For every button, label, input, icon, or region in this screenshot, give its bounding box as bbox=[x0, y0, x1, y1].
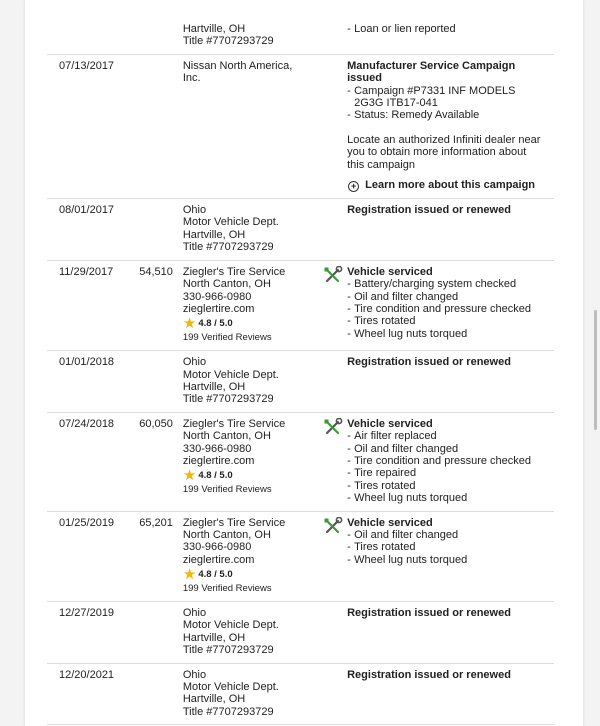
scrollbar[interactable] bbox=[594, 310, 597, 430]
row-date: 12/27/2019 bbox=[47, 602, 124, 664]
event-detail-item: - Battery/charging system checked bbox=[347, 278, 546, 290]
row-details bbox=[347, 663, 554, 725]
row-date: 01/25/2019 bbox=[47, 511, 124, 601]
source-line: Title #7707293729 bbox=[182, 644, 274, 657]
row-source bbox=[183, 412, 313, 511]
learn-more-label: Learn more about this campaign bbox=[365, 179, 536, 192]
row-mileage: 60,050 bbox=[124, 412, 183, 511]
history-row bbox=[47, 412, 554, 511]
event-title: Vehicle serviced bbox=[347, 417, 433, 430]
row-details bbox=[347, 412, 554, 511]
rating bbox=[182, 467, 313, 485]
event-detail-item: - Oil and filter changed bbox=[347, 443, 546, 455]
source-line: Nissan North America, bbox=[182, 59, 293, 72]
row-source bbox=[183, 260, 313, 350]
row-details bbox=[347, 54, 554, 198]
star-icon: ★ bbox=[182, 315, 197, 333]
row-source bbox=[183, 351, 313, 413]
source-line: Ohio bbox=[182, 356, 207, 369]
event-title: Manufacturer Service Campaign issued bbox=[347, 59, 516, 85]
source-line: zieglertire.com bbox=[182, 454, 255, 467]
row-source bbox=[183, 602, 313, 664]
event-detail-item: - Tire repaired bbox=[347, 467, 546, 479]
row-details bbox=[347, 199, 554, 261]
row-mileage bbox=[124, 663, 183, 725]
rating-score: 4.8 / 5.0 bbox=[198, 569, 233, 581]
history-row bbox=[47, 260, 554, 350]
row-date: 08/01/2017 bbox=[47, 199, 124, 261]
source-line: Ohio bbox=[182, 607, 207, 620]
source-line: Hartville, OH bbox=[182, 631, 246, 644]
source-line: Hartville, OH bbox=[182, 228, 246, 241]
row-date: 01/01/2018 bbox=[47, 351, 124, 413]
row-details bbox=[347, 602, 554, 664]
row-details bbox=[347, 351, 554, 413]
event-detail-item: - Wheel lug nuts torqued bbox=[347, 492, 546, 504]
history-row bbox=[47, 351, 554, 413]
source-line: Motor Vehicle Dept. bbox=[182, 681, 279, 694]
event-detail-item: - Wheel lug nuts torqued bbox=[347, 554, 546, 566]
row-mileage: 54,510 bbox=[124, 260, 183, 350]
row-date: 07/24/2018 bbox=[47, 412, 124, 511]
row-mileage: 65,201 bbox=[124, 511, 183, 601]
source-line: Ziegler's Tire Service bbox=[182, 265, 286, 278]
row-icon-cell bbox=[313, 0, 347, 54]
row-mileage bbox=[124, 602, 183, 664]
row-source bbox=[183, 0, 313, 54]
campaign-note: Locate an authorized Infiniti dealer near you to obtain more information about this campaign bbox=[347, 133, 541, 171]
row-source bbox=[183, 199, 313, 261]
source-line: Title #7707293729 bbox=[182, 241, 274, 254]
source-line: Ziegler's Tire Service bbox=[182, 417, 286, 430]
row-date bbox=[47, 0, 124, 54]
history-row bbox=[47, 0, 554, 54]
source-line: zieglertire.com bbox=[182, 302, 255, 315]
source-line: Ohio bbox=[182, 668, 207, 681]
rating-score: 4.8 / 5.0 bbox=[198, 470, 233, 482]
event-detail-item: - Tire condition and pressure checked bbox=[347, 455, 546, 467]
source-line: Motor Vehicle Dept. bbox=[182, 619, 279, 632]
event-detail-item: - Wheel lug nuts torqued bbox=[347, 328, 546, 340]
row-date: 11/29/2017 bbox=[47, 260, 124, 350]
history-row bbox=[47, 199, 554, 261]
row-icon-cell bbox=[313, 351, 347, 413]
verified-reviews-link[interactable]: 199 Verified Reviews bbox=[182, 582, 272, 594]
learn-more-link[interactable] bbox=[347, 179, 546, 192]
event-detail-item: - Campaign #P7331 INF MODELS 2G3G ITB17-041 bbox=[347, 85, 546, 110]
event-title: Vehicle serviced bbox=[347, 265, 433, 278]
row-details bbox=[347, 511, 554, 601]
row-mileage bbox=[124, 199, 183, 261]
event-detail-item: - Tires rotated bbox=[347, 315, 546, 327]
source-line: 330-966-0980 bbox=[182, 541, 252, 554]
history-row bbox=[47, 663, 554, 725]
history-row bbox=[47, 602, 554, 664]
row-details bbox=[347, 0, 554, 54]
history-row bbox=[47, 54, 554, 198]
source-line: Ohio bbox=[182, 204, 207, 217]
rating-score: 4.8 / 5.0 bbox=[198, 318, 233, 330]
row-source bbox=[183, 54, 313, 198]
source-line: Title #7707293729 bbox=[182, 705, 274, 718]
event-detail-item: - Tires rotated bbox=[347, 480, 546, 492]
row-icon-cell bbox=[313, 511, 347, 601]
event-detail-item: - Oil and filter changed bbox=[347, 529, 546, 541]
row-mileage bbox=[124, 351, 183, 413]
event-detail-item: - Tires rotated bbox=[347, 541, 546, 553]
source-line: 330-966-0980 bbox=[182, 290, 252, 303]
source-line: Title #7707293729 bbox=[182, 35, 274, 48]
source-line: Hartville, OH bbox=[182, 380, 246, 393]
source-line: Motor Vehicle Dept. bbox=[182, 368, 279, 381]
event-title: Registration issued or renewed bbox=[347, 204, 511, 217]
row-mileage bbox=[124, 0, 183, 54]
row-date: 12/20/2021 bbox=[47, 663, 124, 725]
source-line: North Canton, OH bbox=[182, 278, 271, 291]
row-details bbox=[347, 260, 554, 350]
row-icon-cell bbox=[313, 54, 347, 198]
source-line: Motor Vehicle Dept. bbox=[182, 216, 279, 229]
row-icon-cell bbox=[313, 663, 347, 725]
event-detail-item: - Status: Remedy Available bbox=[347, 109, 546, 121]
source-line: Ziegler's Tire Service bbox=[182, 516, 286, 529]
plus-circle-icon: + bbox=[348, 181, 359, 192]
rating bbox=[182, 566, 313, 584]
row-source bbox=[183, 511, 313, 601]
row-icon-cell bbox=[313, 602, 347, 664]
event-title: Registration issued or renewed bbox=[347, 607, 511, 620]
verified-reviews-link[interactable]: 199 Verified Reviews bbox=[182, 483, 272, 495]
row-icon-cell bbox=[313, 412, 347, 511]
star-icon: ★ bbox=[182, 467, 197, 485]
row-date: 07/13/2017 bbox=[47, 54, 124, 198]
source-line: Hartville, OH bbox=[182, 693, 246, 706]
event-title: Registration issued or renewed bbox=[347, 668, 511, 681]
source-line: Hartville, OH bbox=[182, 23, 246, 35]
verified-reviews-link[interactable]: 199 Verified Reviews bbox=[182, 331, 272, 343]
source-line: zieglertire.com bbox=[182, 553, 255, 566]
event-detail-item: - Air filter replaced bbox=[347, 430, 546, 442]
event-title: Registration issued or renewed bbox=[347, 356, 511, 369]
wrench-screwdriver-icon bbox=[323, 266, 347, 287]
history-row bbox=[47, 511, 554, 601]
source-line: North Canton, OH bbox=[182, 529, 271, 541]
source-line: Inc. bbox=[182, 72, 201, 85]
wrench-screwdriver-icon bbox=[323, 517, 347, 538]
source-line: 330-966-0980 bbox=[182, 442, 252, 455]
row-icon-cell bbox=[313, 260, 347, 350]
event-detail-item: - Oil and filter changed bbox=[347, 291, 546, 303]
star-icon: ★ bbox=[182, 566, 197, 584]
rating bbox=[182, 315, 313, 333]
row-mileage bbox=[124, 54, 183, 198]
vehicle-history-table bbox=[47, 0, 554, 725]
row-source bbox=[183, 663, 313, 725]
source-line: Title #7707293729 bbox=[182, 393, 274, 406]
event-detail-item: - Tire condition and pressure checked bbox=[347, 303, 546, 315]
source-line: North Canton, OH bbox=[182, 430, 271, 443]
row-icon-cell bbox=[313, 199, 347, 261]
event-detail-item: - Loan or lien reported bbox=[347, 23, 546, 35]
event-title: Vehicle serviced bbox=[347, 516, 433, 529]
wrench-screwdriver-icon bbox=[323, 418, 347, 439]
